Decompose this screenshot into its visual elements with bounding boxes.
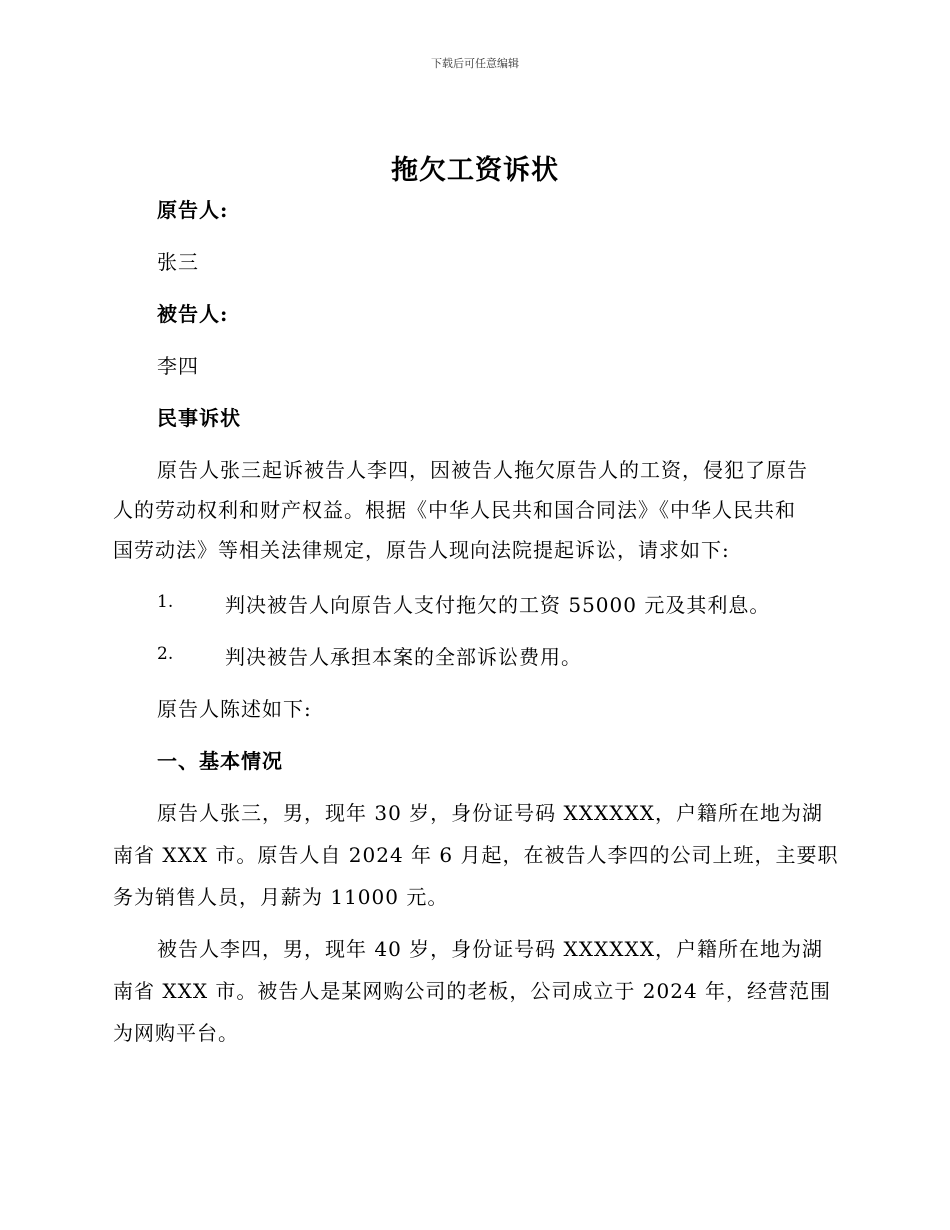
plaintiff-label: 原告人:	[157, 198, 229, 222]
request-text: 判决被告人承担本案的全部诉讼费用。	[225, 645, 582, 669]
paragraph-line: 被告人李四，男，现年 40 岁，身份证号码 XXXXXX，户籍所在地为湖	[157, 937, 823, 961]
intro-line: 原告人张三起诉被告人李四，因被告人拖欠原告人的工资，侵犯了原告	[157, 458, 808, 482]
defendant-name: 李四	[157, 354, 199, 378]
paragraph-line: 南省 XXX 市。被告人是某网购公司的老板，公司成立于 2024 年，经营范围	[113, 979, 832, 1003]
document-title: 拖欠工资诉状	[391, 155, 559, 186]
section-civil-heading: 民事诉状	[157, 406, 241, 430]
header-note: 下载后可任意编辑	[431, 57, 519, 70]
section-basic-heading: 一、基本情况	[157, 749, 283, 773]
paragraph-line: 南省 XXX 市。原告人自 2024 年 6 月起，在被告人李四的公司上班，主要职	[113, 843, 839, 867]
request-number: 2.	[157, 644, 174, 664]
statement-intro: 原告人陈述如下:	[157, 697, 312, 721]
request-number: 1.	[157, 592, 174, 612]
intro-line: 人的劳动权利和财产权益。根据《中华人民共和国合同法》《中华人民共和	[113, 498, 796, 522]
paragraph-line: 务为销售人员，月薪为 11000 元。	[113, 885, 449, 909]
defendant-label: 被告人:	[157, 302, 229, 326]
intro-line: 国劳动法》等相关法律规定，原告人现向法院提起诉讼，请求如下:	[113, 538, 730, 562]
paragraph-line: 为网购平台。	[113, 1021, 239, 1045]
request-text: 判决被告人向原告人支付拖欠的工资 55000 元及其利息。	[225, 593, 771, 617]
paragraph-line: 原告人张三，男，现年 30 岁，身份证号码 XXXXXX，户籍所在地为湖	[157, 801, 823, 825]
plaintiff-name: 张三	[157, 250, 199, 274]
